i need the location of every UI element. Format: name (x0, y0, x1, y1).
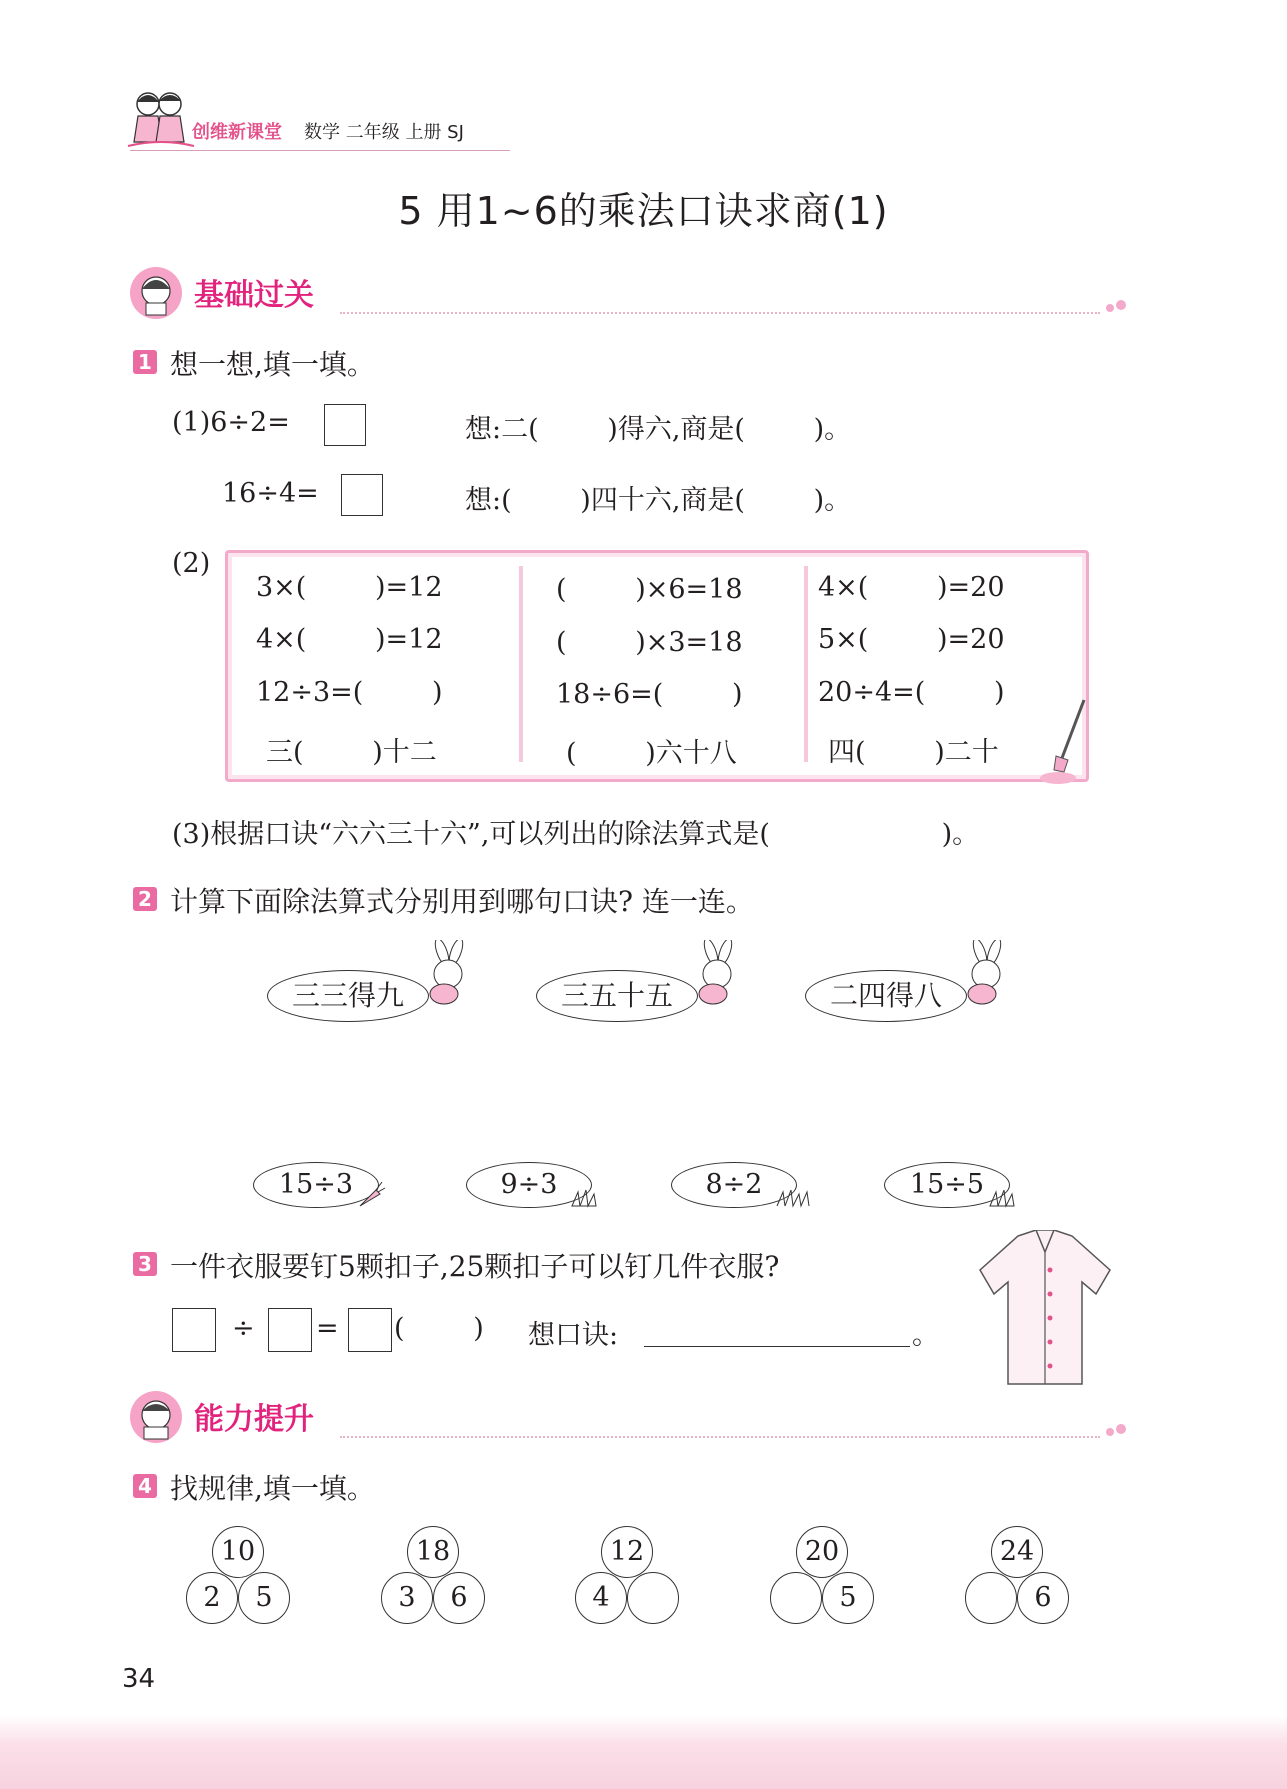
division-card[interactable]: 15÷3 (253, 1162, 379, 1208)
frame-cell[interactable]: 三( )十二 (266, 737, 437, 768)
page-title: 5 用1~6的乘法口诀求商(1) (398, 189, 889, 233)
boy-section-icon (128, 1389, 184, 1445)
column-divider (519, 566, 523, 762)
question-2-text: 计算下面除法算式分别用到哪句口诀? 连一连。 (170, 885, 754, 918)
section-title-advanced: 能力提升 (194, 1402, 314, 1437)
bunny-icon (950, 940, 1020, 1010)
header-divider (130, 150, 510, 151)
frame-cell[interactable]: ( )×3=18 (556, 627, 743, 658)
footer-band (0, 1715, 1287, 1789)
page-number: 34 (122, 1664, 156, 1694)
frame-cell[interactable]: 4×( )=20 (818, 572, 1005, 603)
q1-part1-think-b: 想:( )四十六,商是( )。 (465, 485, 852, 516)
pattern-circle-top: 12 (601, 1526, 653, 1578)
answer-box[interactable] (268, 1308, 312, 1352)
q1-part1-expr-a: (1)6÷2= (172, 407, 290, 438)
pattern-circle-left: 4 (575, 1572, 627, 1624)
question-number-3: 3 (133, 1252, 157, 1276)
carrot-icon (356, 1180, 386, 1210)
girl-section-icon (128, 265, 184, 321)
section-divider (340, 1436, 1100, 1438)
pattern-circle-right[interactable] (627, 1572, 679, 1624)
pattern-circle-left: 2 (186, 1572, 238, 1624)
section-dots-icon (1106, 1424, 1128, 1438)
frame-cell[interactable]: ( )六十八 (566, 738, 737, 769)
paintbrush-icon (1036, 698, 1092, 788)
pattern-circle-top: 18 (407, 1526, 459, 1578)
pattern-group (381, 1526, 489, 1626)
grass-icon (570, 1184, 598, 1208)
pattern-circle-right: 5 (822, 1572, 874, 1624)
answer-box[interactable] (172, 1308, 216, 1352)
division-card[interactable]: 15÷5 (884, 1162, 1010, 1208)
think-rhyme-label: 想口诀: (528, 1320, 619, 1351)
bunny-icon (681, 940, 751, 1010)
answer-box[interactable] (341, 474, 383, 516)
bunny-icon (412, 940, 482, 1010)
frame-cell[interactable]: 20÷4=( ) (818, 677, 1005, 708)
answer-box[interactable] (324, 404, 366, 446)
frame-cell[interactable]: 12÷3=( ) (256, 677, 443, 708)
section-divider (340, 312, 1100, 314)
question-number-2: 2 (133, 887, 157, 911)
sentence-end: 。 (912, 1320, 939, 1351)
grass-icon (988, 1184, 1016, 1208)
equals-sign: = (316, 1313, 339, 1344)
answer-box[interactable] (348, 1308, 392, 1352)
division-card[interactable]: 9÷3 (466, 1162, 592, 1208)
rhyme-card[interactable]: 三三得九 (267, 970, 429, 1022)
pattern-circle-right: 6 (1017, 1572, 1069, 1624)
question-4-text: 找规律,填一填。 (170, 1472, 375, 1505)
q1-part1-expr-b: 16÷4= (222, 478, 319, 509)
pattern-circle-top: 24 (991, 1526, 1043, 1578)
pattern-circle-top: 20 (796, 1526, 848, 1578)
question-number-4: 4 (133, 1474, 157, 1498)
unit-paren: ( ) (394, 1313, 484, 1344)
rhyme-card[interactable]: 二四得八 (805, 970, 967, 1022)
pattern-group (965, 1526, 1073, 1626)
division-card[interactable]: 8÷2 (671, 1162, 797, 1208)
q1-part2-label: (2) (172, 548, 211, 579)
frame-cell[interactable]: 四( )二十 (828, 737, 999, 768)
divide-sign: ÷ (232, 1313, 255, 1344)
subject-info: 数学 二年级 上册 SJ (304, 122, 464, 143)
frame-cell[interactable]: 18÷6=( ) (556, 679, 743, 710)
frame-cell[interactable]: 3×( )=12 (256, 572, 443, 603)
section-title-basic: 基础过关 (194, 278, 314, 313)
pattern-circle-right: 6 (433, 1572, 485, 1624)
frame-cell[interactable]: 4×( )=12 (256, 624, 443, 655)
grass-icon (775, 1184, 815, 1208)
question-number-1: 1 (133, 350, 157, 374)
q1-part3: (3)根据口诀“六六三十六”,可以列出的除法算式是( )。 (172, 819, 980, 850)
rhyme-answer-line[interactable] (644, 1346, 910, 1347)
pattern-circle-top: 10 (212, 1526, 264, 1578)
section-dots-icon (1106, 300, 1128, 314)
pattern-circle-right: 5 (238, 1572, 290, 1624)
column-divider (804, 566, 808, 762)
q1-part1-think-a: 想:二( )得六,商是( )。 (465, 414, 852, 445)
pattern-circle-left[interactable] (965, 1572, 1017, 1624)
rhyme-card[interactable]: 三五十五 (536, 970, 698, 1022)
brand-name: 创维新课堂 (192, 122, 282, 143)
pattern-group (186, 1526, 294, 1626)
shirt-icon (978, 1230, 1112, 1390)
kids-logo-icon (126, 86, 196, 152)
pattern-group (575, 1526, 683, 1626)
frame-cell[interactable]: 5×( )=20 (818, 624, 1005, 655)
pattern-circle-left: 3 (381, 1572, 433, 1624)
question-1-text: 想一想,填一填。 (170, 348, 375, 381)
frame-cell[interactable]: ( )×6=18 (556, 574, 743, 605)
question-3-text: 一件衣服要钉5颗扣子,25颗扣子可以钉几件衣服? (170, 1250, 780, 1283)
pattern-group (770, 1526, 878, 1626)
pattern-circle-left[interactable] (770, 1572, 822, 1624)
